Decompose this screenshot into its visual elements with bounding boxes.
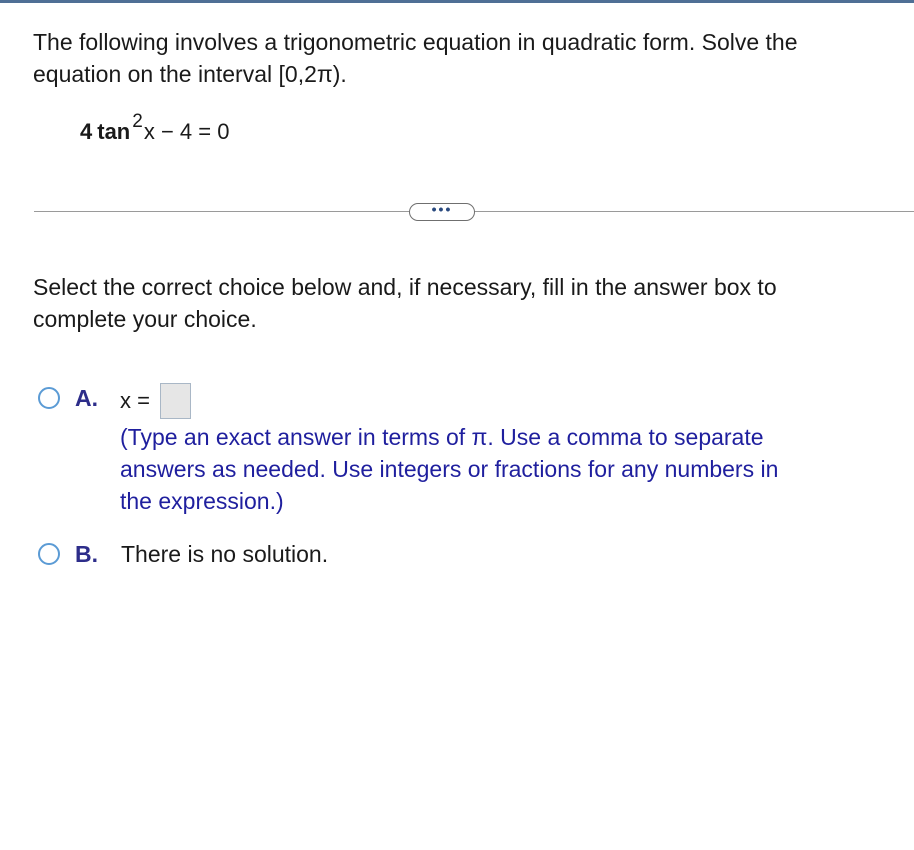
choice-a-letter[interactable]: A. (75, 385, 98, 411)
hint-line-2: answers as needed. Use integers or fractions for any numbers in (120, 456, 779, 482)
equation (80, 111, 230, 148)
answer-input[interactable] (160, 383, 191, 419)
more-options-button[interactable]: ••• (409, 203, 475, 221)
equation-exponent: 2 (132, 111, 143, 132)
instruction-text (33, 271, 893, 335)
hint-line-3: the expression.) (120, 488, 284, 514)
instruction-line-1: Select the correct choice below and, if necessary, fill in the answer box to (33, 274, 777, 300)
question-line-2: equation on the interval [0,2π). (33, 61, 347, 87)
choice-b-radio[interactable] (38, 543, 60, 565)
equation-rest: x − 4 = 0 (143, 119, 230, 144)
equation-function: tan (97, 119, 131, 144)
choice-a-lhs: x = (120, 388, 150, 413)
choice-b-letter[interactable]: B. (75, 541, 98, 567)
instruction-line-2: complete your choice. (33, 306, 257, 332)
top-rule (0, 0, 914, 3)
equation-coefficient: 4 (80, 119, 93, 144)
choice-a-radio[interactable] (38, 387, 60, 409)
hint-line-1: (Type an exact answer in terms of π. Use a comma to separate (120, 424, 764, 450)
choice-a-hint (120, 421, 880, 517)
question-line-1: The following involves a trigonometric equation in quadratic form. Solve the (33, 29, 798, 55)
choice-b-text[interactable]: There is no solution. (121, 541, 329, 567)
question-prompt (33, 26, 903, 90)
